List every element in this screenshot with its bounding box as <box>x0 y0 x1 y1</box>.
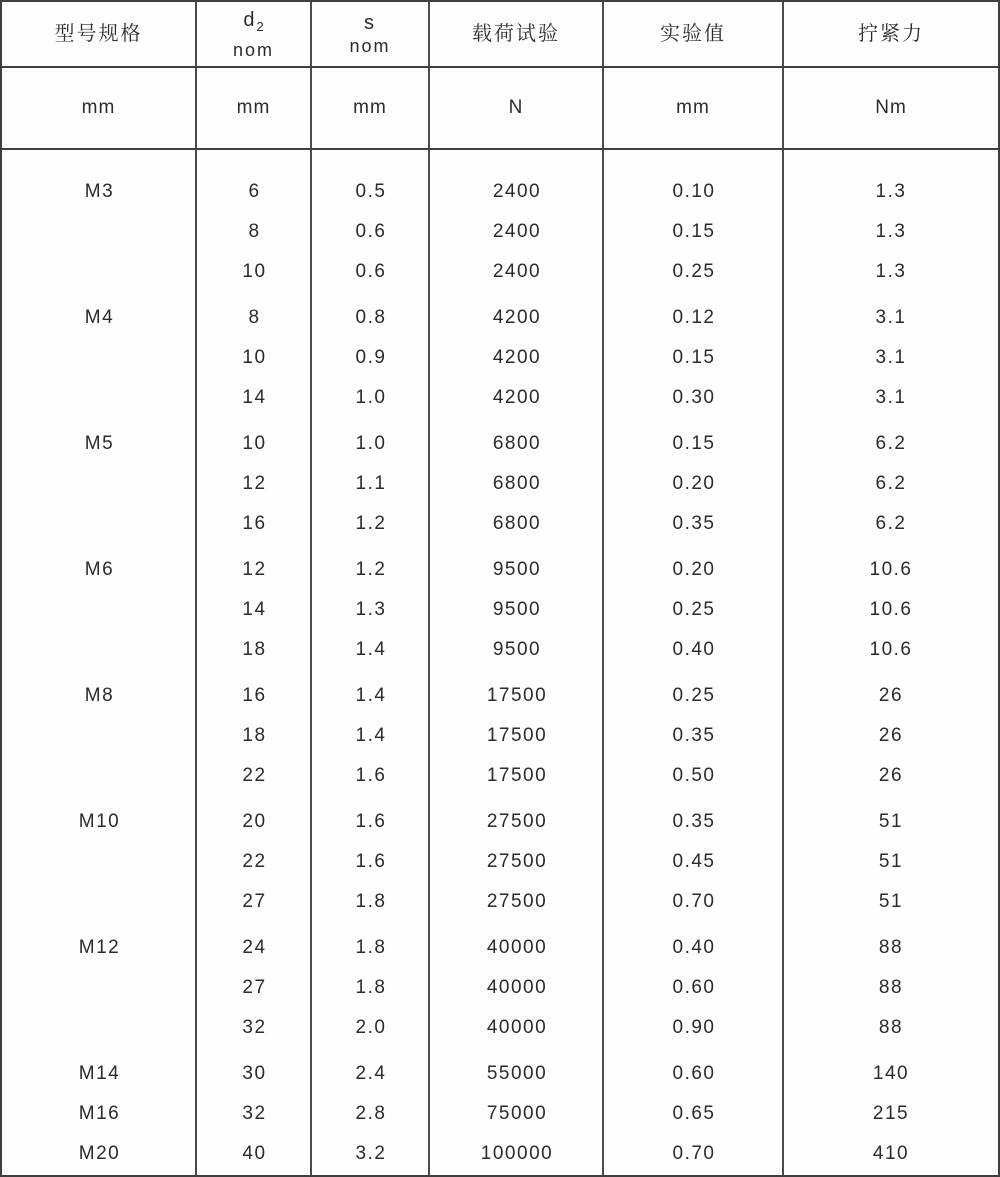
table-row <box>2 424 998 464</box>
table-row <box>2 1094 998 1134</box>
cell-torque: 140 <box>872 1063 910 1084</box>
table-row <box>2 968 998 1008</box>
cell-test-value: 0.20 <box>672 559 716 580</box>
column-divider <box>602 150 604 1175</box>
cell-torque: 51 <box>878 851 904 872</box>
cell-d2: 10 <box>242 433 267 454</box>
cell-test-value: 0.40 <box>672 639 716 660</box>
table-row <box>2 212 998 252</box>
cell-s: 1.0 <box>355 387 387 408</box>
cell-torque: 10.6 <box>869 599 913 620</box>
spec-group-M20 <box>2 1134 998 1174</box>
table-row <box>2 338 998 378</box>
table-row <box>2 756 998 796</box>
table-row <box>2 464 998 504</box>
header-torque <box>784 2 998 66</box>
cell-s: 1.0 <box>355 433 387 454</box>
cell-torque: 26 <box>878 685 904 706</box>
table-row <box>2 882 998 922</box>
table-header-row <box>2 2 998 68</box>
cell-test-value: 0.70 <box>672 891 716 912</box>
header-s <box>312 2 430 66</box>
cell-s: 0.5 <box>355 181 387 202</box>
cell-load-test: 100000 <box>480 1143 554 1164</box>
cell-load-test: 6800 <box>492 513 542 534</box>
unit-test-value <box>604 68 784 148</box>
cell-s: 0.9 <box>355 347 387 368</box>
cell-load-test: 2400 <box>492 221 542 242</box>
table-body <box>2 150 998 1175</box>
cell-load-test: 75000 <box>486 1103 548 1124</box>
cell-test-value: 0.60 <box>672 1063 716 1084</box>
cell-test-value: 0.30 <box>672 387 716 408</box>
table-row <box>2 842 998 882</box>
cell-torque: 3.1 <box>875 387 907 408</box>
cell-d2: 27 <box>242 891 267 912</box>
cell-test-value: 0.20 <box>672 473 716 494</box>
cell-model <box>2 212 197 252</box>
cell-d2: 16 <box>242 685 267 706</box>
cell-model: M8 <box>84 685 115 706</box>
cell-test-value: 0.25 <box>672 685 716 706</box>
unit-test-value-label: mm <box>676 97 710 118</box>
unit-torque-label: Nm <box>875 97 907 118</box>
table-row <box>2 676 998 716</box>
cell-load-test: 6800 <box>492 473 542 494</box>
table-row <box>2 1054 998 1094</box>
cell-d2: 22 <box>242 851 267 872</box>
header-d2-nom: nom <box>232 39 274 60</box>
cell-load-test: 9500 <box>492 639 542 660</box>
cell-s: 1.4 <box>355 639 387 660</box>
cell-d2: 20 <box>242 811 267 832</box>
cell-d2: 8 <box>248 307 261 328</box>
unit-d2-label: mm <box>236 97 271 118</box>
cell-torque: 26 <box>878 725 904 746</box>
cell-s: 1.1 <box>355 473 387 494</box>
cell-d2: 22 <box>242 765 267 786</box>
unit-d2 <box>197 68 312 148</box>
unit-model-label: mm <box>81 97 116 118</box>
table-row <box>2 252 998 292</box>
cell-s: 1.8 <box>355 977 387 998</box>
cell-test-value: 0.40 <box>672 937 716 958</box>
cell-torque: 410 <box>872 1143 910 1164</box>
table-units-row <box>2 68 998 150</box>
header-test-value <box>604 2 784 66</box>
header-d2-label: $d_2$ <box>243 8 264 34</box>
cell-s: 1.8 <box>355 937 387 958</box>
cell-s: 2.0 <box>355 1017 387 1038</box>
cell-d2: 40 <box>242 1143 267 1164</box>
spec-group-M6 <box>2 550 998 670</box>
cell-test-value: 0.90 <box>672 1017 716 1038</box>
cell-d2: 18 <box>242 639 267 660</box>
cell-torque: 10.6 <box>869 639 913 660</box>
cell-model: M4 <box>84 307 115 328</box>
table-row <box>2 716 998 756</box>
cell-torque: 3.1 <box>875 347 907 368</box>
cell-test-value: 0.45 <box>672 851 716 872</box>
table-row <box>2 172 998 212</box>
column-divider <box>782 150 784 1175</box>
cell-s: 0.8 <box>355 307 387 328</box>
cell-test-value: 0.15 <box>672 347 716 368</box>
cell-model <box>2 630 197 670</box>
cell-torque: 3.1 <box>875 307 907 328</box>
spec-group-M8 <box>2 676 998 796</box>
cell-model: M16 <box>78 1103 121 1124</box>
cell-d2: 18 <box>242 725 267 746</box>
cell-load-test: 4200 <box>492 387 542 408</box>
table-row <box>2 590 998 630</box>
cell-model <box>2 968 197 1008</box>
cell-torque: 1.3 <box>875 221 907 242</box>
cell-s: 1.3 <box>355 599 387 620</box>
cell-test-value: 0.25 <box>672 261 716 282</box>
cell-model <box>2 378 197 418</box>
cell-d2: 10 <box>242 347 267 368</box>
cell-model: M3 <box>84 181 115 202</box>
header-model <box>2 2 197 66</box>
cell-d2: 14 <box>242 387 267 408</box>
header-s-nom: nom <box>349 36 391 56</box>
unit-load-test <box>430 68 604 148</box>
table-row <box>2 550 998 590</box>
cell-load-test: 40000 <box>486 937 548 958</box>
cell-torque: 1.3 <box>875 261 907 282</box>
table-row <box>2 928 998 968</box>
header-model-label: 型号规格 <box>54 23 143 45</box>
cell-torque: 51 <box>878 811 904 832</box>
cell-d2: 12 <box>242 559 267 580</box>
cell-s: 2.4 <box>355 1063 387 1084</box>
cell-load-test: 27500 <box>486 851 548 872</box>
cell-torque: 215 <box>872 1103 910 1124</box>
spec-group-M3 <box>2 172 998 292</box>
cell-d2: 32 <box>242 1017 267 1038</box>
cell-load-test: 4200 <box>492 347 542 368</box>
cell-model <box>2 842 197 882</box>
cell-test-value: 0.35 <box>672 513 716 534</box>
cell-s: 1.4 <box>355 725 387 746</box>
cell-model <box>2 338 197 378</box>
cell-load-test: 2400 <box>492 181 542 202</box>
cell-model <box>2 1008 197 1048</box>
cell-s: 1.2 <box>355 513 387 534</box>
cell-model: M5 <box>84 433 115 454</box>
cell-s: 1.6 <box>355 765 387 786</box>
cell-torque: 88 <box>878 977 904 998</box>
cell-load-test: 17500 <box>486 725 548 746</box>
table-row <box>2 298 998 338</box>
cell-d2: 6 <box>248 181 261 202</box>
header-torque-label: 拧紧力 <box>858 23 924 45</box>
cell-load-test: 2400 <box>492 261 542 282</box>
cell-s: 0.6 <box>355 261 387 282</box>
cell-load-test: 17500 <box>486 685 548 706</box>
cell-test-value: 0.65 <box>672 1103 716 1124</box>
cell-model <box>2 716 197 756</box>
table-row <box>2 630 998 670</box>
cell-test-value: 0.12 <box>672 307 716 328</box>
cell-s: 2.8 <box>355 1103 387 1124</box>
cell-test-value: 0.35 <box>672 811 716 832</box>
cell-s: 1.6 <box>355 851 387 872</box>
spec-group-M16 <box>2 1094 998 1134</box>
cell-torque: 88 <box>878 1017 904 1038</box>
cell-s: 3.2 <box>355 1143 387 1164</box>
cell-s: 1.4 <box>355 685 387 706</box>
unit-torque <box>784 68 998 148</box>
cell-model: M10 <box>78 811 121 832</box>
unit-load-test-label: N <box>508 97 524 118</box>
spec-group-M5 <box>2 424 998 544</box>
cell-load-test: 17500 <box>486 765 548 786</box>
column-divider <box>428 150 430 1175</box>
cell-load-test: 6800 <box>492 433 542 454</box>
cell-d2: 8 <box>248 221 261 242</box>
cell-d2: 14 <box>242 599 267 620</box>
header-s-label: s <box>364 12 376 34</box>
cell-test-value: 0.60 <box>672 977 716 998</box>
cell-d2: 30 <box>242 1063 267 1084</box>
table-row <box>2 504 998 544</box>
cell-d2: 27 <box>242 977 267 998</box>
cell-d2: 12 <box>242 473 267 494</box>
cell-test-value: 0.15 <box>672 221 716 242</box>
cell-model <box>2 756 197 796</box>
cell-load-test: 27500 <box>486 811 548 832</box>
cell-d2: 16 <box>242 513 267 534</box>
cell-load-test: 40000 <box>486 977 548 998</box>
unit-s-label: mm <box>353 97 387 118</box>
header-d2-subscript: 2 <box>256 18 264 34</box>
header-load-test-label: 载荷试验 <box>472 23 560 45</box>
cell-test-value: 0.70 <box>672 1143 716 1164</box>
cell-d2: 24 <box>242 937 267 958</box>
spec-group-M4 <box>2 298 998 418</box>
cell-model <box>2 252 197 292</box>
cell-torque: 6.2 <box>875 473 907 494</box>
cell-d2: 10 <box>242 261 267 282</box>
table-row <box>2 1008 998 1048</box>
column-divider <box>195 150 197 1175</box>
unit-s <box>312 68 430 148</box>
spec-group-M12 <box>2 928 998 1048</box>
column-divider <box>310 150 312 1175</box>
cell-model: M12 <box>78 937 121 958</box>
cell-load-test: 9500 <box>492 599 542 620</box>
cell-test-value: 0.10 <box>672 181 716 202</box>
cell-s: 1.8 <box>355 891 387 912</box>
cell-torque: 1.3 <box>875 181 907 202</box>
cell-test-value: 0.25 <box>672 599 716 620</box>
table-row <box>2 378 998 418</box>
header-load-test <box>430 2 604 66</box>
cell-torque: 6.2 <box>875 433 907 454</box>
table-row <box>2 1134 998 1174</box>
cell-d2: 32 <box>242 1103 267 1124</box>
unit-model <box>2 68 197 148</box>
cell-s: 1.2 <box>355 559 387 580</box>
cell-torque: 26 <box>878 765 904 786</box>
header-test-value-label: 实验值 <box>660 23 726 45</box>
cell-load-test: 9500 <box>492 559 542 580</box>
spec-group-M14 <box>2 1054 998 1094</box>
cell-load-test: 40000 <box>486 1017 548 1038</box>
cell-model <box>2 590 197 630</box>
cell-model <box>2 464 197 504</box>
cell-load-test: 27500 <box>486 891 548 912</box>
cell-model: M6 <box>84 559 115 580</box>
cell-test-value: 0.50 <box>672 765 716 786</box>
cell-load-test: 55000 <box>486 1063 548 1084</box>
cell-torque: 10.6 <box>869 559 913 580</box>
header-d2 <box>197 2 312 66</box>
cell-test-value: 0.15 <box>672 433 716 454</box>
cell-torque: 88 <box>878 937 904 958</box>
cell-test-value: 0.35 <box>672 725 716 746</box>
cell-torque: 51 <box>878 891 904 912</box>
cell-model: M20 <box>78 1143 121 1164</box>
cell-model <box>2 882 197 922</box>
table-row <box>2 802 998 842</box>
cell-s: 1.6 <box>355 811 387 832</box>
cell-model <box>2 504 197 544</box>
spec-group-M10 <box>2 802 998 922</box>
cell-s: 0.6 <box>355 221 387 242</box>
cell-load-test: 4200 <box>492 307 542 328</box>
cell-torque: 6.2 <box>875 513 907 534</box>
cell-model: M14 <box>78 1063 121 1084</box>
